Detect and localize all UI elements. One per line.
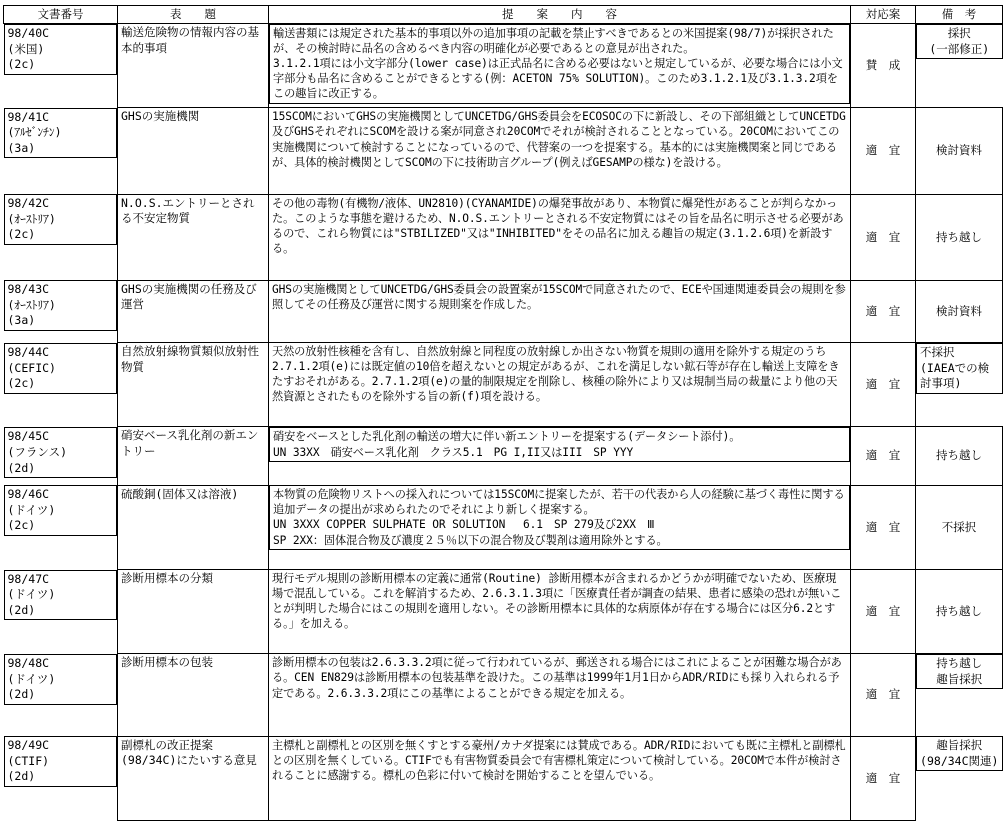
row-response: 適 宜 xyxy=(851,194,916,280)
row-remarks: 採択 (一部修正) xyxy=(916,24,1003,59)
table-row xyxy=(4,654,1003,736)
row-response: 適 宜 xyxy=(851,654,916,736)
proposal-table xyxy=(3,5,1003,821)
row-proposal: 本物質の危険物リストへの採入れについては15SCOMに提案したが、若干の代表から人の経験に基づく毒性に関する追加データの提出が求められたのでそれにより新しく提案する。 UN 3XXX COPPER SULPHATE OR SOLUTION 6.1 SP 279及び2XX Ⅲ SP 2XX：固体混合物及び濃度２５％以下の混合物及び製剤は適用除外とする。 xyxy=(269,485,850,549)
doc-number: 98/44C (CEFIC) (2c) xyxy=(4,343,118,394)
row-title: GHSの実施機関の任務及び運営 xyxy=(118,280,269,342)
row-response: 適 宜 xyxy=(851,108,916,194)
row-title: 輸送危険物の情報内容の基本的事項 xyxy=(118,24,269,108)
doc-number: 98/45C (フランス) (2d) xyxy=(4,427,118,478)
row-proposal: 診断用標本の包装は2.6.3.3.2項に従って行われているが、郵送される場合にはこれによることが困難な場合がある。CEN EN829は診断用標本の包装基準を設けた。この基準は1999年1月1日からADR/RIDにも採り入れられる予定である。2.6.3.3.2項にこの基準によることができる規定を加える。 xyxy=(269,654,851,736)
header-doc-no: 文書番号 xyxy=(4,6,118,24)
row-title: 診断用標本の包装 xyxy=(118,654,269,736)
row-response: 適 宜 xyxy=(851,485,916,569)
table-row xyxy=(4,280,1003,342)
row-remarks: 持ち越し 趣旨採択 xyxy=(916,654,1003,689)
row-response: 適 宜 xyxy=(851,427,916,485)
row-remarks: 検討資料 xyxy=(916,280,1003,342)
row-proposal: 主標札と副標札との区別を無くすとする豪州/カナダ提案には賛成である。ADR/RIDにおいても既に主標札と副標札との区別を無くしている。CTIFでも有害物質委員会で有害標札策定について検討している。20COMで本件が検討されることに感謝する。標札の色彩に付いて検討を開始することを望んでいる。 xyxy=(269,736,851,820)
doc-number: 98/41C (ｱﾙｾﾞﾝﾁﾝ) (3a) xyxy=(4,108,118,159)
row-remarks: 不採択 (IAEAでの検討事項) xyxy=(916,343,1003,394)
table-row xyxy=(4,108,1003,194)
doc-number: 98/49C (CTIF) (2d) xyxy=(4,736,118,787)
header-proposal: 提 案 内 容 xyxy=(269,6,851,24)
table-row xyxy=(4,343,1003,427)
table-row xyxy=(4,427,1003,485)
doc-number: 98/47C (ドイツ) (2d) xyxy=(4,570,118,621)
header-title: 表 題 xyxy=(118,6,269,24)
row-title: 自然放射線物質類似放射性物質 xyxy=(118,343,269,427)
row-response: 賛 成 xyxy=(851,24,916,108)
row-remarks: 不採択 xyxy=(916,485,1003,569)
table-row xyxy=(4,736,1003,820)
row-proposal: その他の毒物(有機物/液体、UN2810)(CYANAMIDE)の爆発事故があり、本物質に爆発性があることが判らなかった。このような事態を避けるため、N.O.S.エントリーとされる不安定物質にはその旨を品名に明示させる必要があるので、これら物質には"STBILIZED"又は"INHIBITED"をその品名に加える趣旨の規定(3.1.2.6項)を新設する。 xyxy=(269,194,851,280)
row-title: 硝安ベース乳化剤の新エントリー xyxy=(118,427,269,485)
row-response: 適 宜 xyxy=(851,280,916,342)
row-title: N.O.S.エントリーとされる不安定物質 xyxy=(118,194,269,280)
row-remarks: 検討資料 xyxy=(916,108,1003,194)
doc-number: 98/40C (米国) (2c) xyxy=(4,24,118,75)
row-proposal: 15SCOMにおいてGHSの実施機関としてUNCETDG/GHS委員会をECOSOCの下に新設し、その下部組織としてUNCETDG及びGHSそれぞれにSCOMを設ける案が同意され20COMでそれが検討されることとなっている。20COMにおいてこの実施機関について検討することになっているので、代替案の一つを提案する。基本的には実施機関案と同じであるが、具体的検討機関としてSCOMの下に技術助言グループ(例えばGESAMPの様な)を設ける。 xyxy=(269,108,851,194)
row-title: 硫酸銅(固体又は溶液) xyxy=(118,485,269,569)
table-row xyxy=(4,194,1003,280)
table-row xyxy=(4,570,1003,654)
row-proposal: 輸送書類には規定された基本的事項以外の追加事項の記載を禁止すべきであるとの米国提案(98/7)が採択されたが、その検討時に品名の含めるべき内容の明確化が必要であるとの意見が出された。 3.1.2.1項には小文字部分(lower case)は正式品名に含める必要はないと規定しているが、必要な場合には小文字部分も品名に含めることができるとする(例：ACETON 75% SOLUTION)。このため3.1.2.1及び3.1.3.2項をこの趣旨に改正する。 xyxy=(269,24,850,104)
row-remarks: 持ち越し xyxy=(916,427,1003,485)
header-row xyxy=(4,6,1003,24)
table-row xyxy=(4,485,1003,569)
header-response: 対応案 xyxy=(851,6,916,24)
row-remarks: 趣旨採択 (98/34C関連) xyxy=(916,736,1003,771)
row-proposal: 天然の放射性核種を含有し、自然放射線と同程度の放射線しか出さない物質を規則の適用を除外する規定のうち2.7.1.2項(e)には既定値の10倍を超えないとの規定があるが、これを満足しない鉱石等が存在し輸送上支障をきたすおそれがある。2.7.1.2項(e)の量的制限規定を削除し、核種の除外により又は規制当局の裁量により他の天然資源とされたものを除外する旨の新(f)項を設ける。 xyxy=(269,343,851,427)
row-response: 適 宜 xyxy=(851,343,916,427)
row-response: 適 宜 xyxy=(851,736,916,820)
doc-number: 98/42C (ｵｰｽﾄﾘｱ) (2c) xyxy=(4,194,118,245)
row-remarks: 持ち越し xyxy=(916,194,1003,280)
row-title: 診断用標本の分類 xyxy=(118,570,269,654)
row-proposal: 硝安をベースとした乳化剤の輸送の増大に伴い新エントリーを提案する(データシート添付)。 UN 33XX 硝安ベース乳化剤 クラス5.1 PG I,II又はIII SP YYY xyxy=(269,427,850,461)
row-proposal: GHSの実施機関としてUNCETDG/GHS委員会の設置案が15SCOMで同意されたので、ECEや国連関連委員会の規則を参照してその任務及び運営に関する規則案を作成した。 xyxy=(269,280,851,342)
row-title: GHSの実施機関 xyxy=(118,108,269,194)
row-title: 副標札の改正提案(98/34C)にたいする意見 xyxy=(118,736,269,820)
row-response: 適 宜 xyxy=(851,570,916,654)
header-remarks: 備 考 xyxy=(916,6,1003,24)
doc-number: 98/46C (ドイツ) (2c) xyxy=(4,485,118,536)
row-remarks: 持ち越し xyxy=(916,570,1003,654)
table-row xyxy=(4,24,1003,108)
row-proposal: 現行モデル規則の診断用標本の定義に通常(Routine) 診断用標本が含まれるかどうかが明確でないため、医療現場で混乱している。これを解消するため、2.6.3.1.3項に「医療責任者が調査の結果、患者に感染の恐れが無いことが判明した場合にはこの規則を適用しない。その診断用標本に具体的な病原体が存在する場合には区分6.2とする。」を加える。 xyxy=(269,570,851,654)
doc-number: 98/43C (ｵｰｽﾄﾘｱ) (3a) xyxy=(4,280,118,331)
doc-number: 98/48C (ドイツ) (2d) xyxy=(4,654,118,705)
